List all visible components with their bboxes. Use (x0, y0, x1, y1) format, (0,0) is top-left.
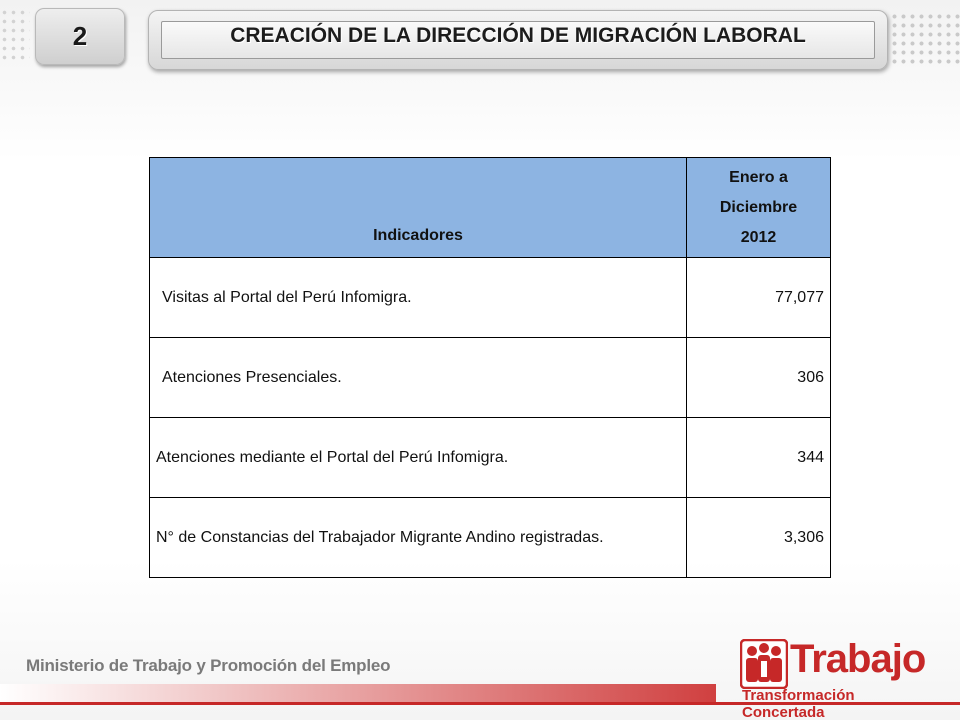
footer-stripe (0, 684, 716, 702)
slide-title: CREACIÓN DE LA DIRECCIÓN DE MIGRACIÓN LABORAL (230, 24, 806, 47)
dot-pattern-left (0, 8, 30, 64)
trabajo-logo-icon (740, 639, 788, 689)
header-period-line2: Diciembre (719, 198, 798, 216)
table-row (150, 258, 831, 338)
table-row (150, 418, 831, 498)
row-label: Atenciones Presenciales. (150, 338, 687, 418)
row-value: 3,306 (687, 498, 831, 578)
table-row (150, 498, 831, 578)
row-value: 344 (687, 418, 831, 498)
ministry-name: Ministerio de Trabajo y Promoción del Empleo (26, 656, 391, 675)
row-label: Atenciones mediante el Portal del Perú Infomigra. (150, 418, 687, 498)
dot-pattern-right (890, 12, 960, 68)
row-value: 306 (687, 338, 831, 418)
section-number: 2 (72, 21, 88, 51)
row-value: 77,077 (687, 258, 831, 338)
header-indicators: Indicadores (150, 158, 687, 258)
table-header-row (150, 158, 831, 258)
row-label: N° de Constancias del Trabajador Migrante Andino registradas. (150, 498, 687, 578)
title-bar (148, 10, 888, 70)
trabajo-logo (738, 635, 938, 720)
logo-word: Trabajo (790, 637, 926, 681)
header-period-line1: Enero a (729, 168, 788, 186)
row-label: Visitas al Portal del Perú Infomigra. (150, 258, 687, 338)
header-period-line3: 2012 (740, 228, 777, 246)
header-period (687, 158, 831, 258)
table-row (150, 338, 831, 418)
section-number-badge (35, 8, 125, 65)
title-inner-frame (161, 21, 875, 59)
indicators-table (149, 157, 831, 578)
logo-tagline: Transformación Concertada (742, 687, 855, 720)
